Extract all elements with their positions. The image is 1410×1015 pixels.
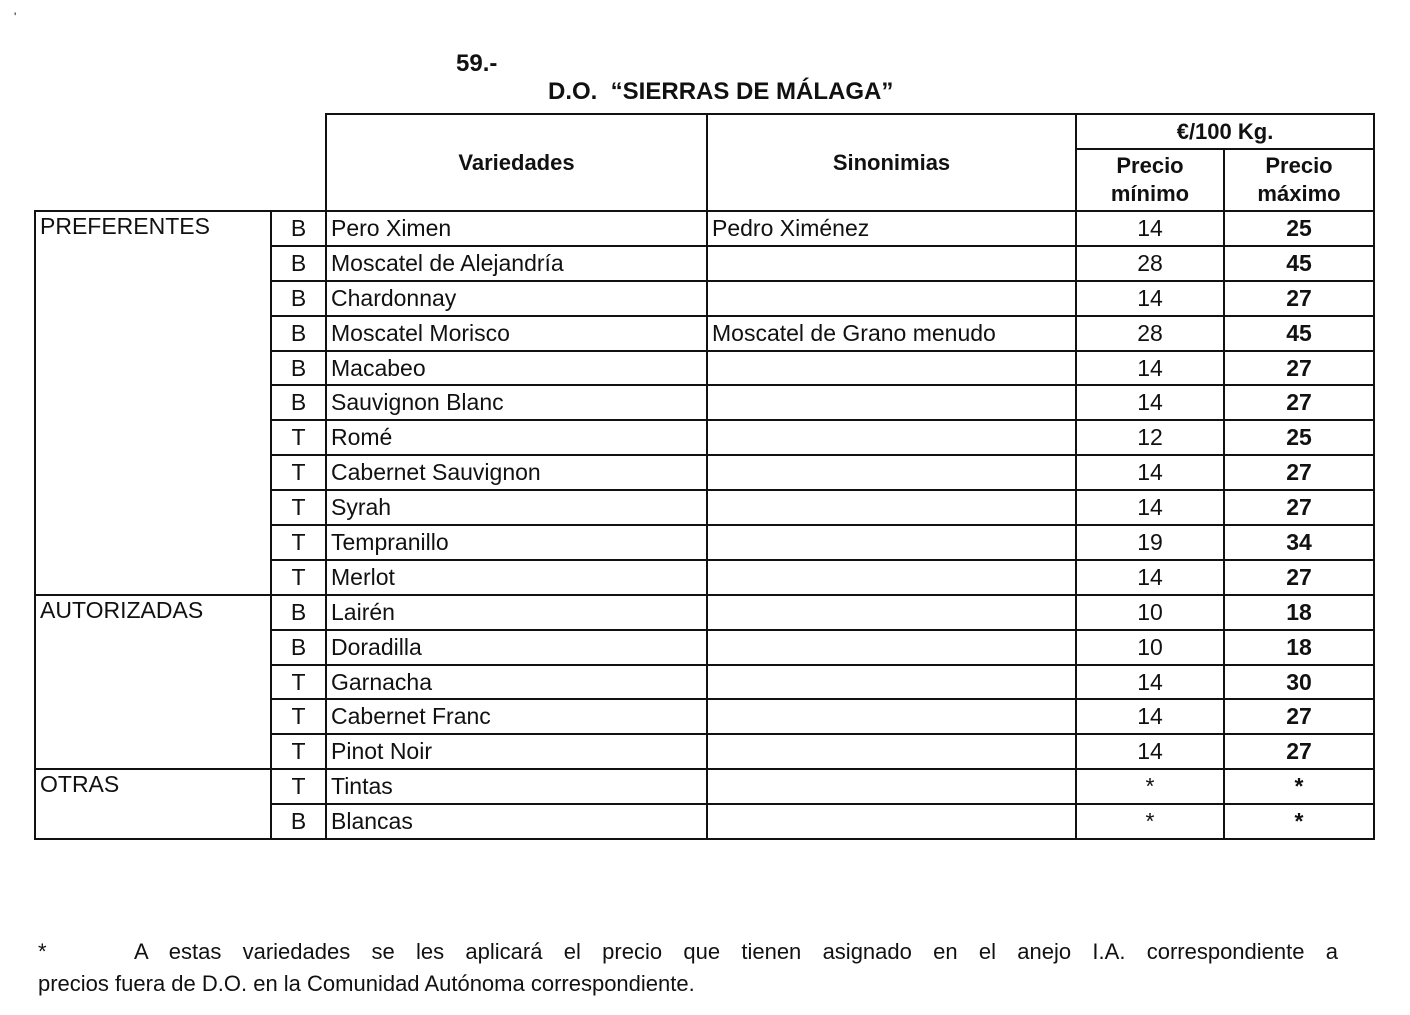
max-price-cell: 27 bbox=[1224, 734, 1374, 769]
color-cell: T bbox=[271, 420, 326, 455]
min-price-cell: 14 bbox=[1076, 211, 1224, 246]
min-price-cell: 14 bbox=[1076, 490, 1224, 525]
min-price-cell: 28 bbox=[1076, 316, 1224, 351]
max-price-cell: * bbox=[1224, 769, 1374, 804]
synonym-cell bbox=[707, 525, 1076, 560]
synonym-cell bbox=[707, 420, 1076, 455]
footnote-line-1: A estas variedades se les aplicará el precio que tienen asignado en el anejo I.A. correspondiente a bbox=[134, 939, 1338, 964]
synonym-cell: Moscatel de Grano menudo bbox=[707, 316, 1076, 351]
synonym-cell bbox=[707, 490, 1076, 525]
synonym-cell bbox=[707, 804, 1076, 839]
synonym-cell bbox=[707, 455, 1076, 490]
min-price-cell: * bbox=[1076, 769, 1224, 804]
max-price-cell: 27 bbox=[1224, 281, 1374, 316]
synonym-cell bbox=[707, 560, 1076, 595]
min-price-cell: 14 bbox=[1076, 699, 1224, 734]
variety-cell: Sauvignon Blanc bbox=[326, 385, 707, 420]
color-cell: T bbox=[271, 769, 326, 804]
variety-cell: Chardonnay bbox=[326, 281, 707, 316]
table-body bbox=[35, 211, 1374, 839]
max-price-cell: 30 bbox=[1224, 665, 1374, 700]
color-cell: B bbox=[271, 211, 326, 246]
variety-cell: Tempranillo bbox=[326, 525, 707, 560]
variety-cell: Cabernet Sauvignon bbox=[326, 455, 707, 490]
min-price-cell: 14 bbox=[1076, 281, 1224, 316]
category-cell: AUTORIZADAS bbox=[35, 595, 271, 769]
max-price-cell: 18 bbox=[1224, 595, 1374, 630]
synonym-cell bbox=[707, 246, 1076, 281]
min-price-cell: 14 bbox=[1076, 560, 1224, 595]
min-price-cell: 14 bbox=[1076, 455, 1224, 490]
color-cell: T bbox=[271, 665, 326, 700]
header-max-price: Precio máximo bbox=[1224, 149, 1374, 211]
min-price-cell: 14 bbox=[1076, 351, 1224, 386]
variety-cell: Pero Ximen bbox=[326, 211, 707, 246]
variety-cell: Tintas bbox=[326, 769, 707, 804]
synonym-cell bbox=[707, 630, 1076, 665]
section-number: 59.- bbox=[456, 50, 498, 77]
synonym-cell bbox=[707, 595, 1076, 630]
variety-cell: Pinot Noir bbox=[326, 734, 707, 769]
synonym-cell bbox=[707, 351, 1076, 386]
color-cell: B bbox=[271, 281, 326, 316]
synonym-cell bbox=[707, 769, 1076, 804]
min-price-cell: 12 bbox=[1076, 420, 1224, 455]
page-title: D.O. “SIERRAS DE MÁLAGA” bbox=[548, 78, 894, 105]
max-price-cell: 45 bbox=[1224, 246, 1374, 281]
table-row bbox=[35, 595, 1374, 630]
header-blank bbox=[35, 114, 326, 211]
header-min-price: Precio mínimo bbox=[1076, 149, 1224, 211]
max-price-cell: 34 bbox=[1224, 525, 1374, 560]
corner-mark: ' bbox=[14, 10, 17, 24]
variety-cell: Moscatel Morisco bbox=[326, 316, 707, 351]
color-cell: T bbox=[271, 699, 326, 734]
variety-cell: Romé bbox=[326, 420, 707, 455]
synonym-cell bbox=[707, 665, 1076, 700]
color-cell: B bbox=[271, 351, 326, 386]
synonym-cell: Pedro Ximénez bbox=[707, 211, 1076, 246]
synonym-cell bbox=[707, 385, 1076, 420]
category-cell: PREFERENTES bbox=[35, 211, 271, 595]
color-cell: B bbox=[271, 804, 326, 839]
color-cell: B bbox=[271, 385, 326, 420]
table-row bbox=[35, 211, 1374, 246]
color-cell: B bbox=[271, 595, 326, 630]
color-cell: B bbox=[271, 630, 326, 665]
header-price-group: €/100 Kg. bbox=[1076, 114, 1374, 149]
max-price-cell: 27 bbox=[1224, 385, 1374, 420]
min-price-cell: 10 bbox=[1076, 595, 1224, 630]
footnote-marker: * bbox=[38, 939, 47, 964]
min-price-cell: 19 bbox=[1076, 525, 1224, 560]
max-price-cell: 27 bbox=[1224, 699, 1374, 734]
footnote-line-2: precios fuera de D.O. en la Comunidad Autónoma correspondiente. bbox=[38, 971, 695, 996]
synonym-cell bbox=[707, 281, 1076, 316]
table-row bbox=[35, 769, 1374, 804]
variety-cell: Syrah bbox=[326, 490, 707, 525]
min-price-cell: 14 bbox=[1076, 734, 1224, 769]
synonym-cell bbox=[707, 734, 1076, 769]
page-heading bbox=[0, 22, 1410, 106]
varieties-price-table bbox=[34, 113, 1375, 840]
color-cell: T bbox=[271, 560, 326, 595]
color-cell: B bbox=[271, 316, 326, 351]
max-price-cell: 45 bbox=[1224, 316, 1374, 351]
min-price-cell: * bbox=[1076, 804, 1224, 839]
color-cell: B bbox=[271, 246, 326, 281]
synonym-cell bbox=[707, 699, 1076, 734]
max-price-cell: 18 bbox=[1224, 630, 1374, 665]
min-price-cell: 28 bbox=[1076, 246, 1224, 281]
variety-cell: Garnacha bbox=[326, 665, 707, 700]
max-price-cell: 27 bbox=[1224, 455, 1374, 490]
header-synonyms: Sinonimias bbox=[707, 114, 1076, 211]
max-price-cell: 27 bbox=[1224, 351, 1374, 386]
max-price-cell: * bbox=[1224, 804, 1374, 839]
max-price-cell: 25 bbox=[1224, 211, 1374, 246]
color-cell: T bbox=[271, 490, 326, 525]
variety-cell: Moscatel de Alejandría bbox=[326, 246, 707, 281]
max-price-cell: 27 bbox=[1224, 560, 1374, 595]
color-cell: T bbox=[271, 455, 326, 490]
variety-cell: Doradilla bbox=[326, 630, 707, 665]
max-price-cell: 25 bbox=[1224, 420, 1374, 455]
min-price-cell: 14 bbox=[1076, 385, 1224, 420]
variety-cell: Macabeo bbox=[326, 351, 707, 386]
variety-cell: Merlot bbox=[326, 560, 707, 595]
variety-cell: Cabernet Franc bbox=[326, 699, 707, 734]
header-varieties: Variedades bbox=[326, 114, 707, 211]
color-cell: T bbox=[271, 525, 326, 560]
category-cell: OTRAS bbox=[35, 769, 271, 839]
color-cell: T bbox=[271, 734, 326, 769]
max-price-cell: 27 bbox=[1224, 490, 1374, 525]
variety-cell: Lairén bbox=[326, 595, 707, 630]
variety-cell: Blancas bbox=[326, 804, 707, 839]
min-price-cell: 14 bbox=[1076, 665, 1224, 700]
min-price-cell: 10 bbox=[1076, 630, 1224, 665]
